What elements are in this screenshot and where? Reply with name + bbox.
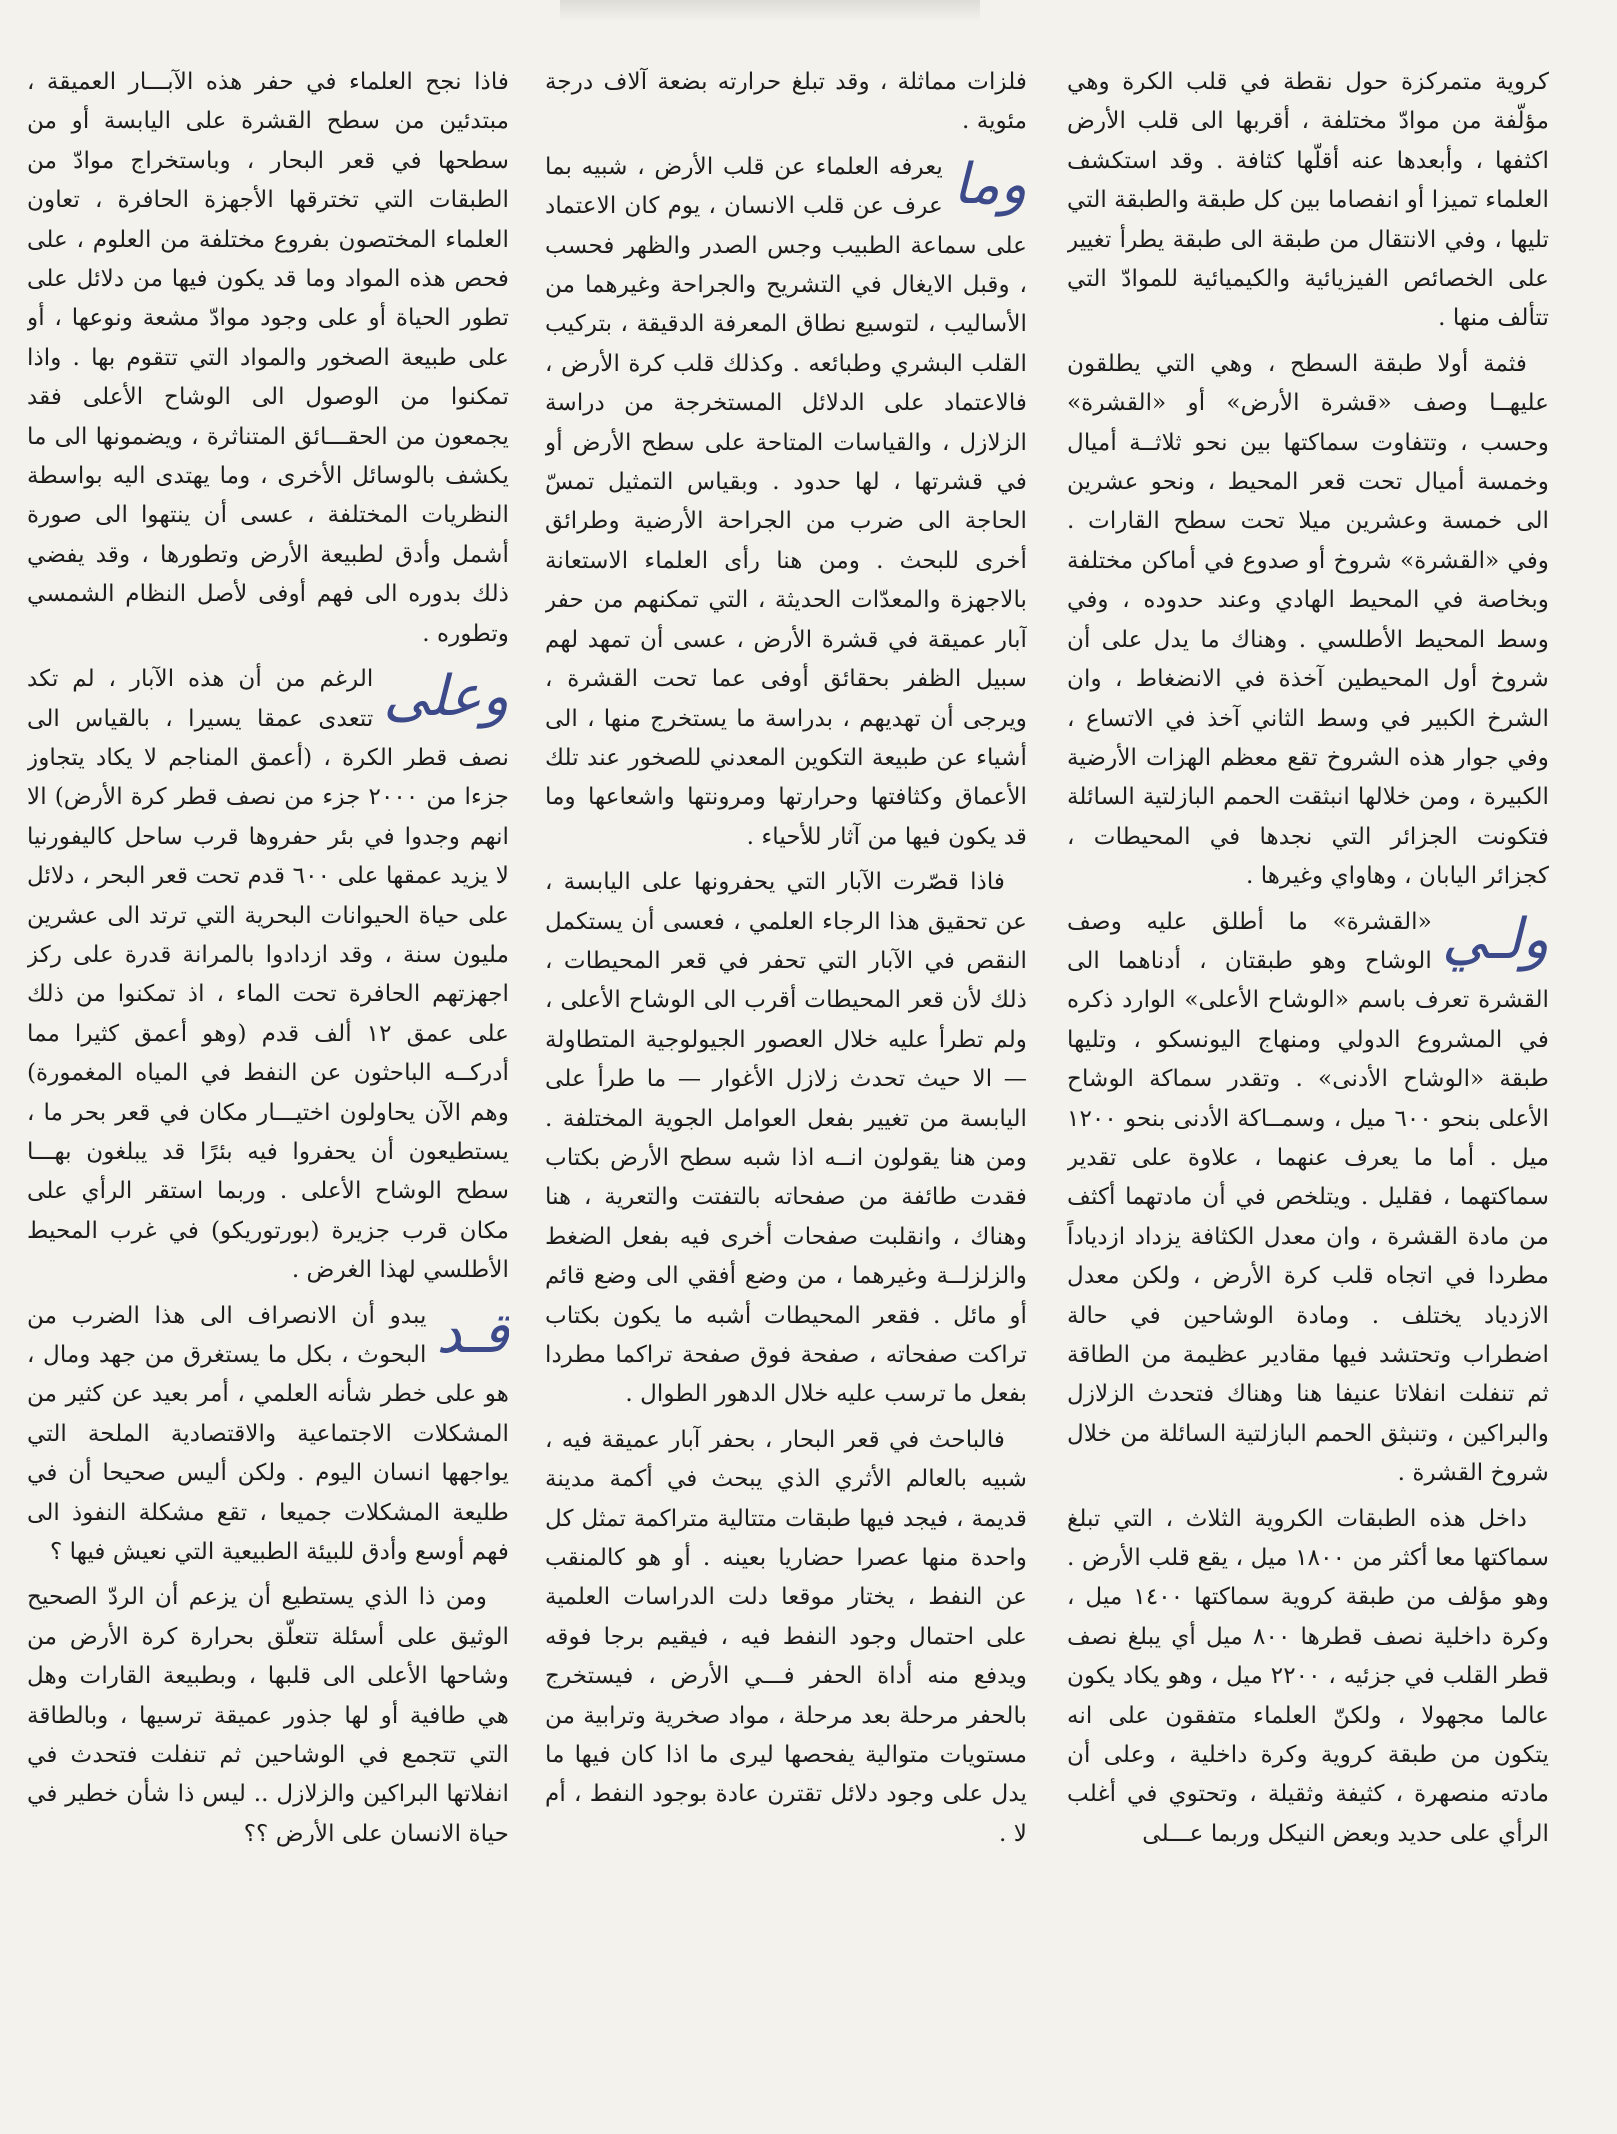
paragraph: داخل هذه الطبقات الكروية الثلاث ، التي تبلغ سماكتها معا أكثر من ١٨٠٠ ميل ، يقع قلب الأرض . وهو مؤلف من طبقة كروية سماكتها ١٤٠٠ ميل ، وكرة داخلية نصف قطرها ٨٠٠ ميل أي يبلغ نصف قطر القلب في جزئيه ، ٢٢٠٠ ميل ، وهو يكاد يكون عالما مجهولا ، ولكنّ العلماء متفقون على انه يتكون من طبقة كروية وكرة داخلية ، وعلى أن مادته منصهرة ، كثيفة وثقيلة ، وتحتوي في أغلب الرأي على حديد وبعض النيكل وربما عـــلى	[1067, 1504, 1549, 1847]
paragraph: فثمة أولا طبقة السطح ، وهي التي يطلقون عليهــا وصف «قشرة الأرض» أو «القشرة» وحسب ، وتتفاوت سماكتها بين نحو ثلاثــة أميال وخمسة أميال تحت قعر المحيط ، ونحو عشرين الى خمسة وعشرين ميلا تحت سطح القارات . وفي «القشرة» شروخ أو صدوع في أماكن مختلفة وبخاصة في المحيط الهادي وعند حدوده ، وفي وسط المحيط الأطلسي . وهناك ما يدل على أن شروخ أول المحيطين آخذة في الانضغاط ، وان الشرخ الكبير في وسط الثاني آخذ في الاتساع ، وفي جوار هذه الشروخ تقع معظم الهزات الأرضية الكبيرة ، ومن خلالها انبثقت الحمم البازلتية السائلة فتكونت الجزائر التي نجدها في المحيطات ، كجزائر اليابان ، وهاواي وغيرها .	[1067, 349, 1549, 890]
column-middle	[545, 62, 1027, 2112]
dropcap: وما	[952, 151, 1027, 217]
dropcap: قـد	[436, 1300, 509, 1366]
column-left	[27, 62, 509, 2112]
paragraph-with-dropcap	[545, 147, 1027, 856]
paragraph: فلزات مماثلة ، وقد تبلغ حرارته بضعة آلاف درجة مئوية .	[545, 68, 1027, 135]
scan-artifact	[560, 0, 980, 22]
dropcap: وعلى	[383, 664, 509, 730]
paragraph: كروية متمركزة حول نقطة في قلب الكرة وهي مؤلّفة من موادّ مختلفة ، أقربها الى قلب الأرض اكثفها ، وأبعدها عنه أقلّها كثافة . وقد استكشف العلماء تميزا أو انفصاما بين كل طبقة والطبقة التي تليها ، وفي الانتقال من طبقة الى طبقة يطرأ تغيير على الخصائص الفيزيائية والكيميائية للموادّ التي تتألف منها .	[1067, 68, 1549, 332]
paragraph-text: يبدو أن الانصراف الى هذا الضرب من البحوث ، بكل ما يستغرق من جهد ومال ، هو على خطر شأنه العلمي ، أمر بعيد عن كثير من المشكلات الاجتماعية والاقتصادية الملحة التي يواجهها انسان اليوم . ولكن أليس صحيحا أن في طليعة المشكلات جميعا ، تقع مشكلة النفوذ الى فهم أوسع وأدق للبيئة الطبيعية التي نعيش فيها ؟	[27, 1301, 509, 1566]
paragraph: ومن ذا الذي يستطيع أن يزعم أن الردّ الصحيح الوثيق على أسئلة تتعلّق بحرارة كرة الأرض من وشاحها الأعلى الى قلبها ، وبطبيعة القارات وهل هي طافية أو لها جذور عميقة ترسيها ، وبالطاقة التي تتجمع في الوشاحين ثم تنفلت فتحدث في انفلاتها البراكين والزلازل .. ليس ذا شأن خطير في حياة الانسان على الأرض ؟؟	[27, 1583, 509, 1847]
dropcap: ولـي	[1441, 906, 1549, 972]
paragraph-with-dropcap	[27, 659, 509, 1290]
paragraph-with-dropcap	[27, 1296, 509, 1572]
column-right	[1067, 62, 1549, 2112]
paragraph: فاذا قصّرت الآبار التي يحفرونها على اليابسة ، عن تحقيق هذا الرجاء العلمي ، فعسى أن يستكمل النقص في الآبار التي تحفر في قعر المحيطات ، ذلك لأن قعر المحيطات أقرب الى الوشاح الأعلى ، ولم تطرأ عليه خلال العصور الجيولوجية المتطاولة — الا حيث تحدث زلازل الأغوار — ما طرأ على اليابسة من تغيير بفعل العوامل الجوية المختلفة . ومن هنا يقولون انــه اذا شبه سطح الأرض بكتاب فقدت طائفة من صفحاته بالتفتت والتعرية ، هنا وهناك ، وانقلبت صفحات أخرى فيه بفعل الضغط والزلزلــة وغيرهما ، من وضع أفقي الى وضع قائم أو مائل . فقعر المحيطات أشبه ما يكون بكتاب تراكت صفحاته ، صفحة فوق صفحة تراكما مطردا بفعل ما ترسب عليه خلال الدهور الطوال .	[545, 868, 1027, 1408]
paragraph-text: الرغم من أن هذه الآبار ، لم تكد تتعدى عمقا يسيرا ، بالقياس الى نصف قطر الكرة ، (أعمق المناجم لا يكاد يتجاوز جزءا من ٢٠٠٠ جزء من نصف قطر كرة الأرض) الا انهم وجدوا في بئر حفروها قرب ساحل كاليفورنيا لا يزيد عمقها على ٦٠٠ قدم تحت قعر البحر ، دلائل على حياة الحيوانات البحرية التي ترتد الى عشرين مليون سنة ، وقد ازدادوا بالمرانة قدرة على ركز اجهزتهم الحافرة تحت الماء ، اذ تمكنوا من ذلك على عمق ١٢ ألف قدم (وهو أعمق كثيرا مما أدركــه الباحثون عن النفط في المياه المغمورة) وهم الآن يحاولون اختيـــار مكان في قعر بحر ما ، يستطيعون أن يحفروا فيه بئرًا قد يبلغون بهـــا سطح الوشاح الأعلى . وربما استقر الرأي على مكان قرب جزيرة (بورتوريكو) في غرب المحيط الأطلسي لهذا الغرض .	[27, 665, 509, 1284]
paragraph-text: «القشرة» ما أطلق عليه وصف الوشاح وهو طبقتان ، أدناهما الى القشرة تعرف باسم «الوشاح الأعلى» الوارد ذكره في المشروع الدولي ومنهاج اليونسكو ، وتليها طبقة «الوشاح الأدنى» . وتقدر سماكة الوشاح الأعلى بنحو ٦٠٠ ميل ، وسمــاكة الأدنى بنحو ١٢٠٠ ميل . أما ما يعرف عنهما ، علاوة على تقدير سماكتهما ، فقليل . ويتلخص في أن مادتهما أكثف من مادة القشرة ، وان معدل الكثافة يزداد ازدياداً مطردا في اتجاه قلب كرة الأرض ، ولكن معدل الازدياد يختلف . ومادة الوشاحين في حالة اضطراب وتحتشد فيها مقادير عظيمة من الطاقة ثم تنفلت انفلاتا عنيفا هنا وهناك فتحدث الزلازل والبراكين ، وتنبثق الحمم البازلتية السائلة من خلال شروخ القشرة .	[1067, 907, 1549, 1487]
paragraph: فاذا نجح العلماء في حفر هذه الآبـــار العميقة ، مبتدئين من سطح القشرة على اليابسة أو من سطحها في قعر البحار ، وباستخراج موادّ من الطبقات التي تخترقها الأجهزة الحافرة ، تعاون العلماء المختصون بفروع مختلفة من العلوم ، على فحص هذه المواد وما قد يكون فيها من دلائل على تطور الحياة أو على وجود موادّ مشعة ونوعها ، أو على طبيعة الصخور والمواد التي تتقوم بها . واذا تمكنوا من الوصول الى الوشاح الأعلى فقد يجمعون من الحقـــائق المتناثرة ، ويضمونها الى ما يكشف بالوسائل الأخرى ، وما يهتدى اليه بواسطة النظريات المختلفة ، عسى أن ينتهوا الى صورة أشمل وأدق لطبيعة الأرض وتطورها ، وقد يفضي ذلك بدوره الى فهم أوفى لأصل النظام الشمسي وتطوره .	[27, 68, 509, 647]
paragraph-text: يعرفه العلماء عن قلب الأرض ، شبيه بما عرف عن قلب الانسان ، يوم كان الاعتماد على سماعة الطبيب وجس الصدر والظهر فحسب ، وقبل الايغال في التشريح والجراحة وغيرهما من الأساليب ، لتوسيع نطاق المعرفة الدقيقة ، بتركيب القلب البشري وطبائعه . وكذلك قلب كرة الأرض ، فالاعتماد على الدلائل المستخرجة من دراسة الزلازل ، والقياسات المتاحة على سطح الأرض أو في قشرتها ، لها حدود . وبقياس التمثيل تمسّ الحاجة الى ضرب من الجراحة الأرضية وطرائق أخرى للبحث . ومن هنا رأى العلماء الاستعانة بالاجهزة والمعدّات الحديثة ، التي تمكنهم من حفر آبار عميقة في قشرة الأرض ، عسى أن تمهد لهم سبيل الظفر بحقائق أوفى عما تحت القشرة ، ويرجى أن تهديهم ، بدراسة ما يستخرج منها ، الى أشياء عن طبيعة التكوين المعدني للصخور عند تلك الأعماق وكثافتها وحرارتها ومرونتها واشعاعها وما قد يكون فيها من آثار للأحياء .	[545, 152, 1027, 850]
paragraph-with-dropcap	[1067, 902, 1549, 1493]
paragraph: فالباحث في قعر البحار ، بحفر آبار عميقة فيه ، شبيه بالعالم الأثري الذي يبحث في أكمة مدينة قديمة ، فيجد فيها طبقات متتالية متراكمة تمثل كل واحدة منها عصرا حضاريا بعينه . أو هو كالمنقب عن النفط ، يختار موقعا دلت الدراسات العلمية على احتمال وجود النفط فيه ، فيقيم برجا فوقه ويدفع منه أداة الحفر فـــي الأرض ، فيستخرج بالحفر مرحلة بعد مرحلة ، مواد صخرية وترابية من مستويات متوالية يفحصها ليرى ما اذا كان فيها ما يدل على وجود دلائل تقترن عادة بوجود النفط ، أم لا .	[545, 1425, 1027, 1847]
